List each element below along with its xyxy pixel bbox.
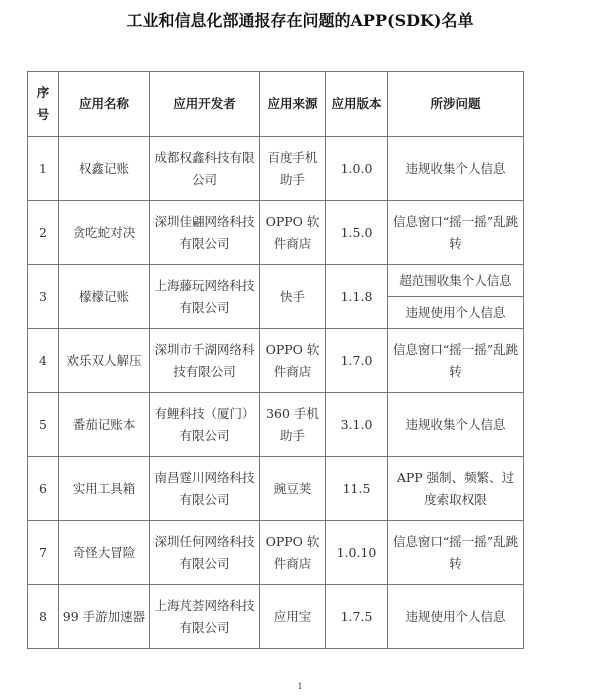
app-source: 豌豆荚 — [260, 457, 326, 521]
app-issue: 信息窗口“摇一摇”乱跳转 — [388, 329, 524, 393]
app-source: 百度手机助手 — [260, 137, 326, 201]
app-list-table — [27, 71, 524, 649]
header-version: 应用版本 — [326, 72, 388, 137]
table-row — [28, 265, 524, 297]
table-row — [28, 201, 524, 265]
app-name: 贪吃蛇对决 — [59, 201, 150, 265]
app-version: 11.5 — [326, 457, 388, 521]
app-issue: 信息窗口“摇一摇”乱跳转 — [388, 201, 524, 265]
app-developer: 有鲤科技（厦门）有限公司 — [150, 393, 260, 457]
app-name: 欢乐双人解压 — [59, 329, 150, 393]
table-row — [28, 329, 524, 393]
app-developer: 上海藤玩网络科技有限公司 — [150, 265, 260, 329]
app-version: 1.7.5 — [326, 585, 388, 649]
row-number: 4 — [28, 329, 59, 393]
app-version: 1.7.0 — [326, 329, 388, 393]
app-name: 权鑫记账 — [59, 137, 150, 201]
table-row — [28, 393, 524, 457]
header-issues: 所涉问题 — [388, 72, 524, 137]
header-no: 序号 — [28, 72, 59, 137]
table-row — [28, 521, 524, 585]
row-number: 2 — [28, 201, 59, 265]
app-developer: 深圳佳翩网络科技有限公司 — [150, 201, 260, 265]
app-source: OPPO 软件商店 — [260, 201, 326, 265]
header-name: 应用名称 — [59, 72, 150, 137]
row-number: 3 — [28, 265, 59, 329]
app-developer: 成都权鑫科技有限公司 — [150, 137, 260, 201]
app-source: OPPO 软件商店 — [260, 521, 326, 585]
row-number: 1 — [28, 137, 59, 201]
row-number: 7 — [28, 521, 59, 585]
app-developer: 深圳市千湖网络科技有限公司 — [150, 329, 260, 393]
app-source: 应用宝 — [260, 585, 326, 649]
document-title: 工业和信息化部通报存在问题的APP(SDK)名单 — [126, 11, 474, 30]
app-developer: 上海芃荟网络科技有限公司 — [150, 585, 260, 649]
table-row — [28, 585, 524, 649]
app-name: 檬檬记账 — [59, 265, 150, 329]
app-issue: 违规使用个人信息 — [388, 297, 524, 329]
app-issue: APP 强制、频繁、过度索取权限 — [388, 457, 524, 521]
table-row — [28, 457, 524, 521]
table-header-row — [28, 72, 524, 137]
row-number: 5 — [28, 393, 59, 457]
app-version: 3.1.0 — [326, 393, 388, 457]
app-developer: 深圳任何网络科技有限公司 — [150, 521, 260, 585]
app-version: 1.0.10 — [326, 521, 388, 585]
app-issue: 违规收集个人信息 — [388, 137, 524, 201]
header-developer: 应用开发者 — [150, 72, 260, 137]
app-issue: 违规收集个人信息 — [388, 393, 524, 457]
app-name: 实用工具箱 — [59, 457, 150, 521]
app-version: 1.1.8 — [326, 265, 388, 329]
app-name: 99 手游加速器 — [59, 585, 150, 649]
app-source: 360 手机助手 — [260, 393, 326, 457]
app-name: 番茄记账本 — [59, 393, 150, 457]
app-source: 快手 — [260, 265, 326, 329]
app-name: 奇怪大冒险 — [59, 521, 150, 585]
row-number: 6 — [28, 457, 59, 521]
app-issue: 超范围收集个人信息 — [388, 265, 524, 297]
header-source: 应用来源 — [260, 72, 326, 137]
app-version: 1.0.0 — [326, 137, 388, 201]
app-issue: 违规使用个人信息 — [388, 585, 524, 649]
app-version: 1.5.0 — [326, 201, 388, 265]
app-issue: 信息窗口“摇一摇”乱跳转 — [388, 521, 524, 585]
table-row — [28, 137, 524, 201]
page-number: 1 — [297, 682, 303, 691]
row-number: 8 — [28, 585, 59, 649]
app-developer: 南昌霆川网络科技有限公司 — [150, 457, 260, 521]
app-source: OPPO 软件商店 — [260, 329, 326, 393]
